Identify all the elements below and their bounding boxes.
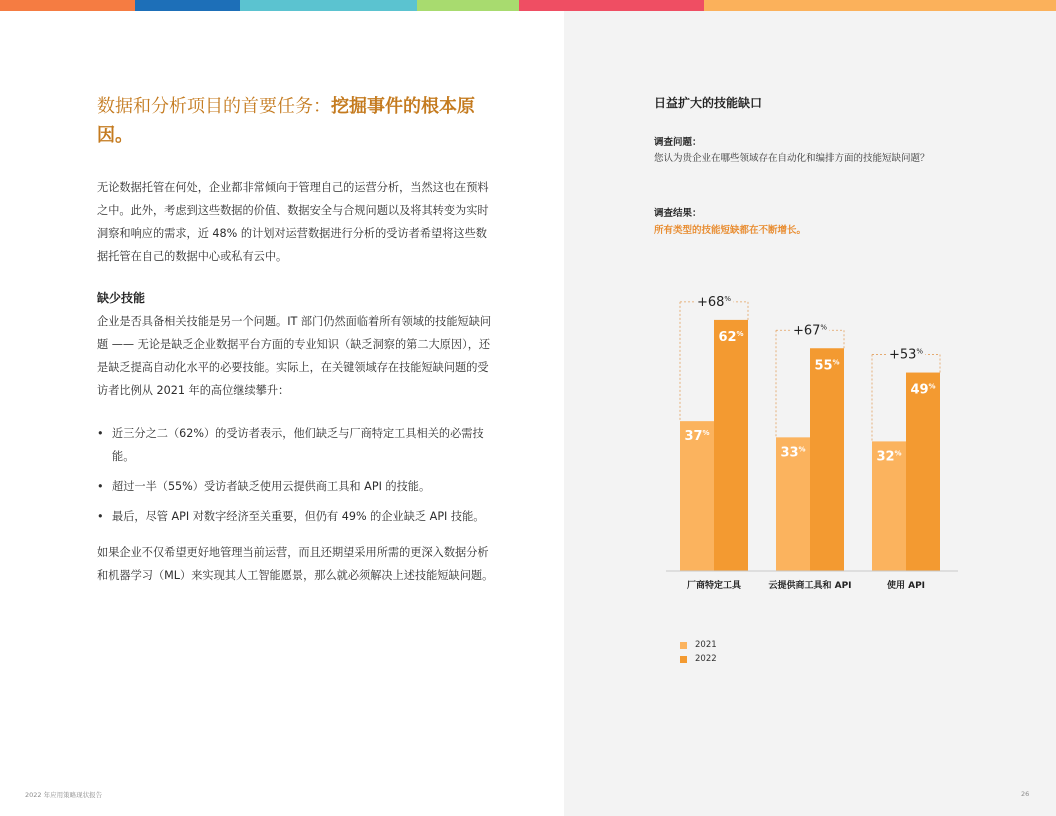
color-band-segment [0,0,135,11]
bar-2022 [810,348,844,571]
increase-label: +68% [696,294,732,310]
closing-paragraph: 如果企业不仅希望更好地管理当前运营，而且还期望采用所需的更深入数据分析和机器学习（ML）来实现其人工智能愿景，那么就必须解决上述技能短缺问题。 [97,546,494,582]
chart-legend [680,638,717,666]
category-label: 厂商特定工具 [686,581,742,591]
data-label-2021: 37% [684,429,710,445]
increase-label: +53% [888,347,924,363]
color-band-segment [135,0,240,11]
report-title-footer: 2022 年应用策略现状报告 [25,791,103,799]
legend-item-2021 [680,638,717,652]
data-label-2022: 49% [910,382,936,398]
increase-label: +67% [792,323,828,339]
data-label-2022: 55% [814,358,840,374]
intro-paragraph: 无论数据托管在何处，企业都非常倾向于管理自己的运营分析，当然这也在预料之中。此外，考虑到这些数据的价值、数据安全与合规问题以及将其转变为实时洞察和响应的需求，近 48% 的计划对运营数据进行分析的受访者希望将这些数据托管在自己的数据中心或私有云中。 [97,181,489,263]
data-label-2021: 33% [780,445,806,461]
result-label: 调查结果： [654,208,702,219]
data-label-2021: 32% [876,449,902,465]
category-label: 云提供商工具和 API [768,581,852,591]
data-label-2022: 62% [718,329,744,345]
list-item: • 最后，尽管 API 对数字经济至关重要，但仍有 49% 的企业缺乏 API 技能。 [97,505,497,528]
legend-item-2022 [680,652,717,666]
legend-label-2021: 2021 [695,640,717,650]
headline-bold: 挖掘事件的根本原因。 [97,96,475,146]
bar-2022 [906,373,940,571]
bullet-list [97,422,497,535]
skills-gap-bar-chart [564,260,1056,600]
chart-title: 日益扩大的技能缺口 [654,96,763,110]
section-subhead: 缺少技能 [97,291,146,305]
list-item: • 超过一半（55%）受访者缺乏使用云提供商工具和 API 的技能。 [97,475,497,498]
color-band [0,0,1056,11]
category-label: 使用 API [886,581,926,591]
page-headline [97,92,507,150]
color-band-segment [417,0,519,11]
question-label: 调查问题： [654,137,702,148]
legend-label-2022: 2022 [695,654,717,664]
color-band-segment [519,0,704,11]
page-number: 26 [1021,790,1030,798]
color-band-segment [704,0,1056,11]
list-item: • 近三分之二（62%）的受访者表示，他们缺乏与厂商特定工具相关的必需技能。 [97,422,497,468]
legend-swatch-2022 [680,656,687,663]
legend-swatch-2021 [680,642,687,649]
bar-2022 [714,320,748,571]
skills-paragraph: 企业是否具备相关技能是另一个问题。IT 部门仍然面临着所有领域的技能短缺问题 —— 无论是缺乏企业数据平台方面的专业知识（缺乏洞察的第二大原因），还是缺乏提高自动化水平的必要技能。实际上，在关键领域存在技能短缺问题的受访者比例从 2021 年的高位继续攀升： [97,315,492,397]
color-band-segment [240,0,417,11]
question-text: 您认为贵企业在哪些领域存在自动化和编排方面的技能短缺问题？ [654,153,930,164]
headline-regular: 数据和分析项目的首要任务： [97,96,331,117]
result-text: 所有类型的技能短缺都在不断增长。 [654,225,807,236]
